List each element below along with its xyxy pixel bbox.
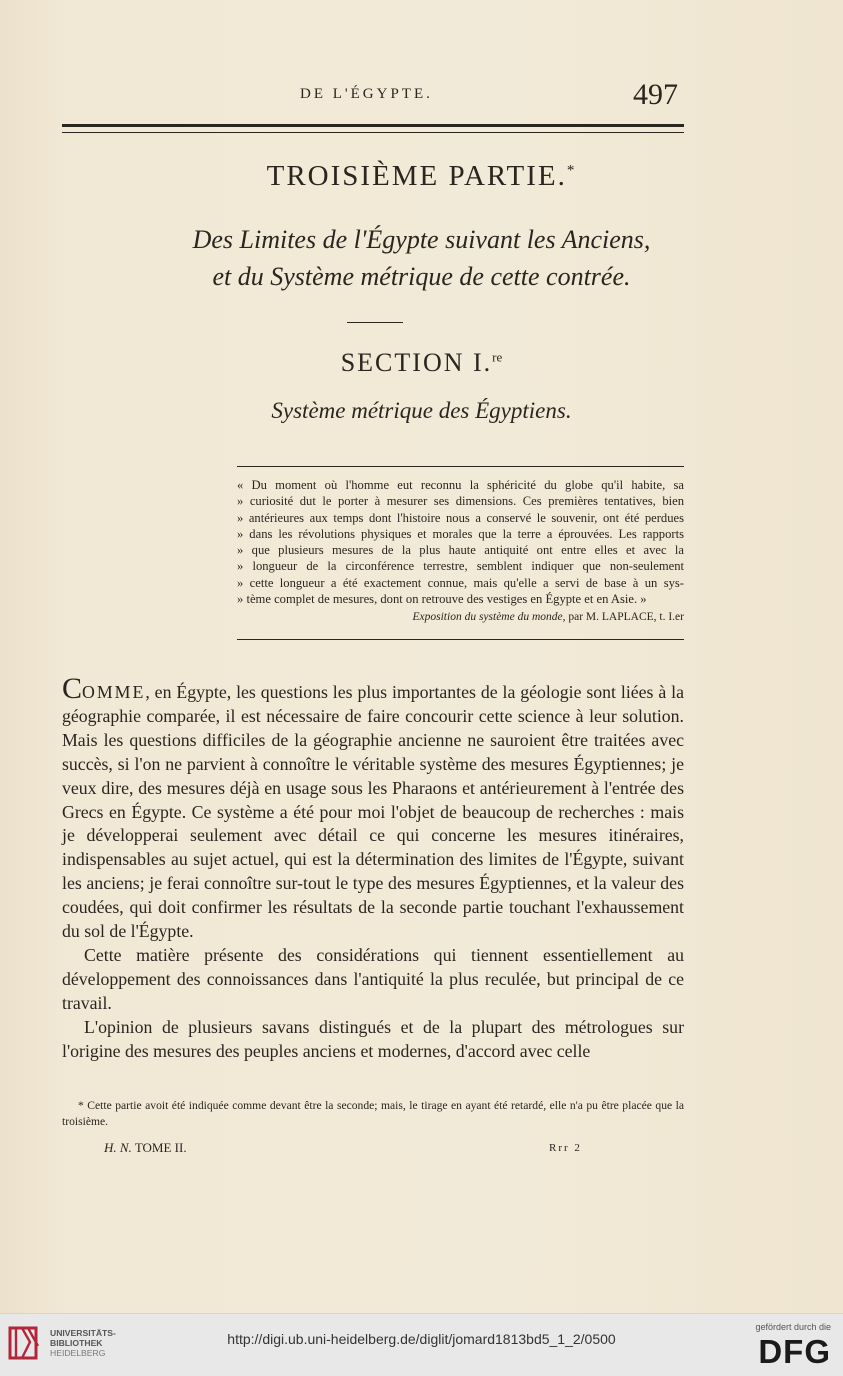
epigraph bbox=[237, 477, 684, 626]
volume-label: TOME II. bbox=[134, 1140, 187, 1155]
paragraph-3: L'opinion de plusieurs savans distingués et de la plupart des métrologues sur l'origine des mesures des peuples anciens et modernes, d'accord avec celle bbox=[62, 1016, 684, 1061]
first-word-rest: OMME bbox=[82, 682, 146, 702]
epigraph-line: » tème complet de mesures, dont on retrouve des vestiges en Égypte et en Asie. » bbox=[237, 592, 647, 607]
part-title bbox=[0, 160, 843, 193]
funding-caption: gefördert durch die bbox=[755, 1322, 831, 1332]
epigraph-line: » que plusieurs mesures de la plus haute antiquité ont entre elles et avec la bbox=[237, 543, 684, 558]
epigraph-citation bbox=[237, 609, 684, 625]
header-double-rule bbox=[62, 124, 684, 133]
epigraph-line: « Du moment où l'homme eut reconnu la sphéricité du globe qu'il habite, sa bbox=[237, 478, 684, 492]
part-subtitle-line-1: Des Limites de l'Égypte suivant les Anciens, bbox=[192, 225, 651, 254]
section-subtitle: Système métrique des Égyptiens. bbox=[271, 398, 572, 423]
section-divider bbox=[347, 322, 403, 323]
section-title-text: SECTION I. bbox=[340, 348, 493, 377]
epigraph-line: » curiosité dut le porter à mesurer ses dimensions. Ces premières tentatives, bien bbox=[237, 494, 684, 509]
paragraph-2: Cette matière présente des considérations qui tiennent essentiellement au développement des connoissances dans l'antiquité la plus reculée, but principal de ce travail. bbox=[62, 944, 684, 1013]
library-name-line-2: BIBLIOTHEK bbox=[50, 1338, 103, 1348]
volume-signature bbox=[104, 1140, 187, 1156]
signature-mark: Rrr 2 bbox=[549, 1142, 582, 1154]
library-name-line-1: UNIVERSITÄTS- bbox=[50, 1328, 116, 1338]
epigraph-line: » antérieures aux temps dont l'histoire nous a conservé le souvenir, ont été perdues bbox=[237, 510, 684, 525]
page-number: 497 bbox=[633, 78, 678, 111]
library-name-line-3: HEIDELBERG bbox=[50, 1348, 106, 1358]
body-text bbox=[62, 672, 684, 1064]
viewer-footer bbox=[0, 1313, 843, 1376]
section-title bbox=[0, 348, 843, 378]
volume-abbrev: H. N. bbox=[104, 1140, 132, 1155]
part-subtitle-line-2: et du Système métrique de cette contrée. bbox=[212, 262, 631, 291]
part-title-footnote-mark: * bbox=[566, 162, 577, 179]
part-title-text: TROISIÈME PARTIE. bbox=[266, 160, 567, 192]
paragraph-1-text: , en Égypte, les questions les plus importantes de la géologie sont liées à la géographie comparée, il est nécessaire de faire concourir cette science à leur solution. Mais les questions difficiles de la géographie ancienne ne sauroient être traitées avec succès, si l'on ne parvient à connoître le véritable système des mesures Égyptiennes; je veux dire, des mesures déjà en usage sous les Pharaons et antérieurement à l'entrée des Grecs en Égypte. Ce système a été pour moi l'objet de beaucoup de recherches : mais je développerai seulement avec détail ce qui concerne les mesures itinéraires, indispensables au sujet actuel, qui est la détermination des limites de l'Égypte, suivant les anciens; je ferai connoître sur-tout le type des mesures Égyptiennes, et la valeur des coudées, qui doit confirmer les résultats de la seconde partie touchant l'exhaussement du sol de l'Égypte. bbox=[62, 682, 684, 942]
epigraph-top-rule bbox=[237, 466, 684, 467]
paragraph-1 bbox=[62, 672, 684, 944]
running-title: DE L'ÉGYPTE. bbox=[300, 86, 433, 102]
citation-work: Exposition du système du monde, bbox=[412, 611, 566, 624]
section-title-superscript: re bbox=[492, 349, 503, 365]
drop-cap: C bbox=[62, 672, 83, 705]
epigraph-line: » longueur de la circonférence terrestre, semblent indiquer que non-seulement bbox=[237, 559, 684, 574]
dfg-logo[interactable]: DFG bbox=[758, 1333, 831, 1370]
citation-author: par M. LAPLACE, t. I.er bbox=[568, 611, 684, 624]
footnote: * Cette partie avoit été indiquée comme devant être la seconde; mais, le tirage en ayant été retardé, elle n'a pu être placée que la troisième. bbox=[62, 1099, 684, 1128]
epigraph-line: » cette longueur a été exactement connue, mais qu'elle a servi de base à un sys- bbox=[237, 575, 684, 590]
epigraph-bottom-rule bbox=[237, 639, 684, 640]
epigraph-line: » dans les révolutions physiques et morales que la terre a éprouvées. Les rapports bbox=[237, 526, 684, 541]
permalink-url[interactable]: http://digi.ub.uni-heidelberg.de/diglit/jomard1813bd5_1_2/0500 bbox=[227, 1331, 616, 1347]
